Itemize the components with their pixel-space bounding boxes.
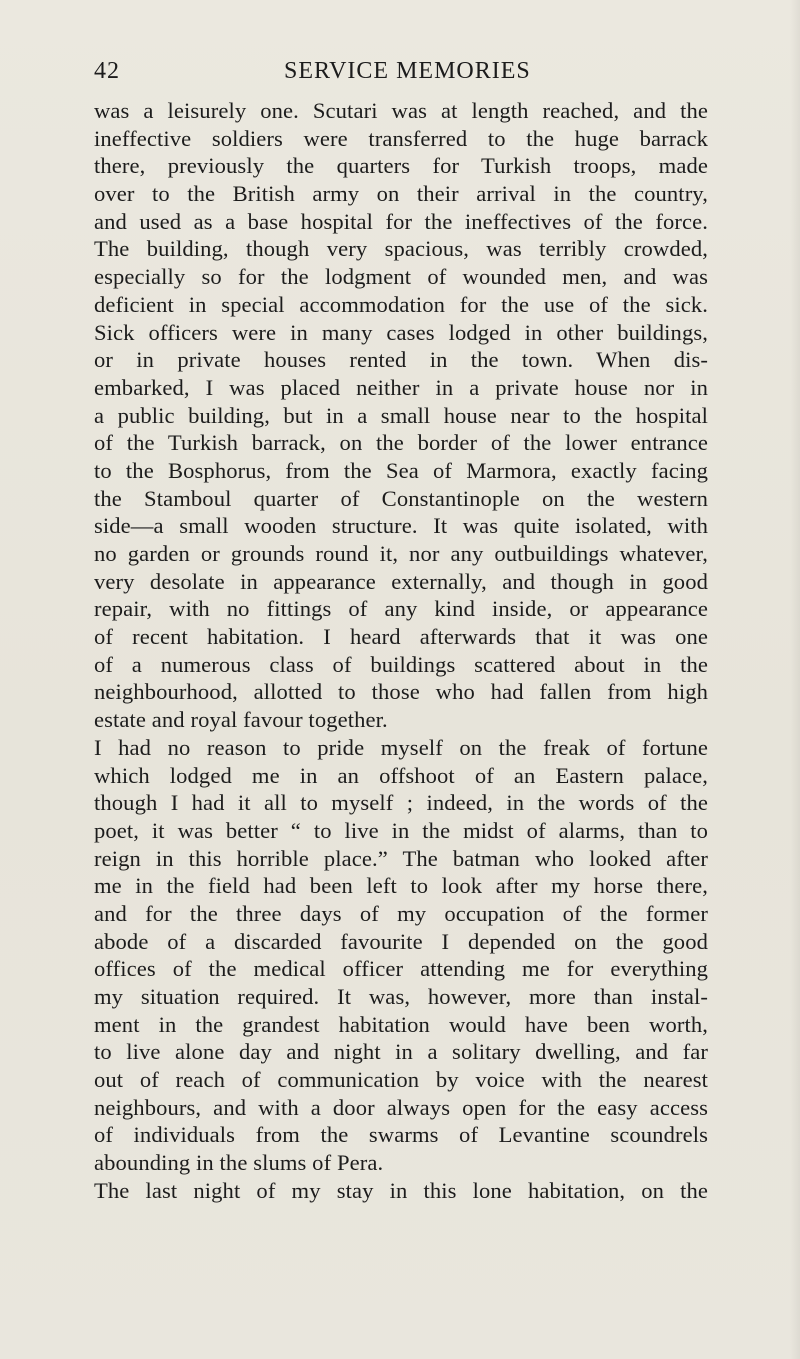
- text-line: ment in the grandest habitation would have been worth,: [94, 1011, 708, 1037]
- text-line: offices of the medical officer attending me for everything: [94, 956, 708, 982]
- text-line: abounding in the slums of Pera.: [94, 1150, 384, 1176]
- text-line: of recent habitation. I heard afterwards that it was one: [94, 624, 708, 650]
- text-line: I had no reason to pride myself on the freak of fortune: [94, 734, 708, 760]
- text-line: over to the British army on their arrival in the country,: [94, 181, 708, 207]
- text-line: neighbours, and with a door always open for the easy access: [94, 1094, 708, 1120]
- text-line: embarked, I was placed neither in a private house nor in: [94, 374, 708, 400]
- page-header: [94, 51, 700, 91]
- text-line: to the Bosphorus, from the Sea of Marmora, exactly facing: [94, 457, 708, 483]
- text-line: and for the three days of my occupation of the former: [94, 900, 708, 926]
- text-line: the Stamboul quarter of Constantinople on the western: [94, 485, 708, 511]
- text-line: and used as a base hospital for the ineffectives of the force.: [94, 208, 708, 234]
- text-line: a public building, but in a small house near to the hospital: [94, 402, 708, 428]
- text-line: out of reach of communication by voice with the nearest: [94, 1067, 708, 1093]
- body-text: [94, 97, 708, 1205]
- text-line: Sick officers were in many cases lodged in other buildings,: [94, 319, 708, 345]
- text-line: The last night of my stay in this lone habitation, on the: [94, 1177, 708, 1203]
- text-line: repair, with no fittings of any kind inside, or appearance: [94, 596, 708, 622]
- text-line: reign in this horrible place.” The batman who looked after: [94, 845, 708, 871]
- text-line: deficient in special accommodation for the use of the sick.: [94, 291, 708, 317]
- text-line: poet, it was better “ to live in the midst of alarms, than to: [94, 817, 708, 843]
- text-line: abode of a discarded favourite I depended on the good: [94, 928, 708, 954]
- text-line: neighbourhood, allotted to those who had fallen from high: [94, 679, 708, 705]
- text-line: there, previously the quarters for Turkish troops, made: [94, 153, 708, 179]
- text-line: or in private houses rented in the town. When dis-: [94, 347, 708, 373]
- text-line: side—a small wooden structure. It was quite isolated, with: [94, 513, 708, 539]
- text-line: estate and royal favour together.: [94, 707, 388, 733]
- text-line: ineffective soldiers were transferred to the huge barrack: [94, 125, 708, 151]
- text-line: of a numerous class of buildings scattered about in the: [94, 651, 708, 677]
- text-line: though I had it all to myself ; indeed, in the words of the: [94, 790, 708, 816]
- text-line: of the Turkish barrack, on the border of the lower entrance: [94, 430, 708, 456]
- page-number: 42: [94, 58, 120, 84]
- text-line: of individuals from the swarms of Levantine scoundrels: [94, 1122, 708, 1148]
- text-line: to live alone day and night in a solitary dwelling, and far: [94, 1039, 708, 1065]
- text-line: my situation required. It was, however, more than instal-: [94, 984, 708, 1009]
- text-line: The building, though very spacious, was terribly crowded,: [94, 236, 708, 262]
- text-line: was a leisurely one. Scutari was at length reached, and the: [94, 98, 708, 123]
- text-line: which lodged me in an offshoot of an Eastern palace,: [94, 762, 708, 788]
- text-line: no garden or grounds round it, nor any outbuildings whatever,: [94, 541, 708, 566]
- text-line: me in the field had been left to look after my horse there,: [94, 873, 708, 899]
- text-line: especially so for the lodgment of wounded men, and was: [94, 264, 708, 290]
- running-head: SERVICE MEMORIES: [284, 58, 531, 84]
- text-line: very desolate in appearance externally, and though in good: [94, 568, 708, 594]
